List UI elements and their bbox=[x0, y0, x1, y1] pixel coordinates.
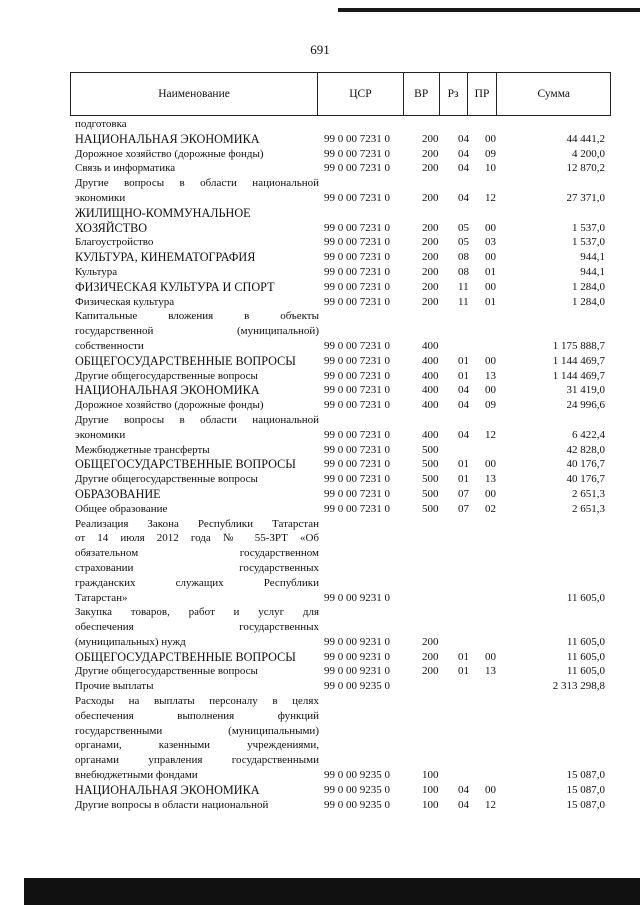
row-sum: 11 605,0 bbox=[566, 635, 605, 648]
table-row bbox=[75, 398, 605, 413]
row-name-line: Благоустройство bbox=[75, 236, 154, 249]
row-rz: 04 bbox=[458, 783, 469, 796]
row-vr: 200 bbox=[422, 221, 439, 234]
row-csr: 99 0 00 7231 0 bbox=[324, 384, 390, 397]
row-name bbox=[75, 354, 319, 369]
table-header bbox=[70, 72, 611, 116]
row-rz: 01 bbox=[458, 354, 469, 367]
row-rz: 07 bbox=[458, 502, 469, 515]
row-pr: 13 bbox=[485, 369, 496, 382]
row-pr: 00 bbox=[485, 384, 496, 397]
row-vr: 200 bbox=[422, 280, 439, 293]
row-rz: 08 bbox=[458, 265, 469, 278]
row-name bbox=[75, 383, 319, 398]
row-name-line: внебюджетными фондами bbox=[75, 769, 198, 782]
row-csr: 99 0 00 7231 0 bbox=[324, 354, 390, 367]
table-row bbox=[75, 472, 605, 487]
row-name bbox=[75, 487, 319, 502]
row-pr: 00 bbox=[485, 650, 496, 663]
row-csr: 99 0 00 7231 0 bbox=[324, 443, 390, 456]
row-csr: 99 0 00 9231 0 bbox=[324, 591, 390, 604]
row-vr: 500 bbox=[422, 443, 439, 456]
table-row bbox=[75, 309, 605, 353]
table-row bbox=[75, 354, 605, 369]
row-pr: 01 bbox=[485, 295, 496, 308]
table-row bbox=[75, 502, 605, 517]
row-name-line: ОБРАЗОВАНИЕ bbox=[75, 486, 161, 501]
row-vr: 200 bbox=[422, 665, 439, 678]
row-name bbox=[75, 250, 319, 265]
row-name-line: НАЦИОНАЛЬНАЯ ЭКОНОМИКА bbox=[75, 131, 260, 146]
row-pr: 09 bbox=[485, 399, 496, 412]
row-rz: 01 bbox=[458, 665, 469, 678]
row-sum: 2 313 298,8 bbox=[552, 680, 605, 693]
row-csr: 99 0 00 7231 0 bbox=[324, 251, 390, 264]
row-csr: 99 0 00 7231 0 bbox=[324, 458, 390, 471]
row-name-line: Закупка товаров, работ и услуг для bbox=[75, 606, 319, 619]
row-name bbox=[75, 517, 319, 606]
row-pr: 13 bbox=[485, 665, 496, 678]
row-sum: 2 651,3 bbox=[572, 487, 605, 500]
row-name-line: экономики bbox=[75, 428, 126, 441]
row-sum: 1 284,0 bbox=[572, 295, 605, 308]
table-row bbox=[75, 694, 605, 783]
table-row bbox=[75, 664, 605, 679]
row-name bbox=[75, 235, 319, 250]
row-name-line: ФИЗИЧЕСКАЯ КУЛЬТУРА И СПОРТ bbox=[75, 279, 275, 294]
row-name-line: Общее образование bbox=[75, 502, 168, 515]
row-name bbox=[75, 280, 319, 295]
row-csr: 99 0 00 7231 0 bbox=[324, 162, 390, 175]
row-vr: 200 bbox=[422, 251, 439, 264]
row-vr: 200 bbox=[422, 191, 439, 204]
row-name bbox=[75, 176, 319, 206]
row-sum: 44 441,2 bbox=[566, 132, 605, 145]
row-sum: 944,1 bbox=[580, 251, 605, 264]
row-name bbox=[75, 664, 319, 679]
row-csr: 99 0 00 7231 0 bbox=[324, 369, 390, 382]
row-rz: 04 bbox=[458, 191, 469, 204]
row-pr: 10 bbox=[485, 162, 496, 175]
row-name bbox=[75, 295, 319, 310]
row-name-line: Капитальные вложения в объекты bbox=[75, 310, 319, 323]
scan-bottom-bar bbox=[24, 878, 640, 905]
row-name-line: Связь и информатика bbox=[75, 162, 176, 175]
row-name-line: обеспечения выполнения функций bbox=[75, 709, 319, 722]
row-rz: 11 bbox=[458, 280, 469, 293]
row-sum: 2 651,3 bbox=[572, 502, 605, 515]
row-vr: 400 bbox=[422, 354, 439, 367]
row-name bbox=[75, 798, 319, 813]
row-csr: 99 0 00 7231 0 bbox=[324, 132, 390, 145]
table-row bbox=[75, 132, 605, 147]
row-name-line: Другие вопросы в области национальной bbox=[75, 413, 319, 426]
row-vr: 500 bbox=[422, 487, 439, 500]
row-csr: 99 0 00 7231 0 bbox=[324, 295, 390, 308]
row-name bbox=[75, 679, 319, 694]
row-pr: 02 bbox=[485, 502, 496, 515]
table-row bbox=[75, 147, 605, 162]
row-name bbox=[75, 605, 319, 649]
row-sum: 12 870,2 bbox=[566, 162, 605, 175]
row-pr: 00 bbox=[485, 132, 496, 145]
row-sum: 944,1 bbox=[580, 265, 605, 278]
row-csr: 99 0 00 7231 0 bbox=[324, 221, 390, 234]
table-row bbox=[75, 265, 605, 280]
row-vr: 400 bbox=[422, 428, 439, 441]
header-name: Наименование bbox=[71, 73, 318, 115]
row-name-line: обязательном государственном bbox=[75, 547, 319, 560]
row-csr: 99 0 00 7231 0 bbox=[324, 428, 390, 441]
row-name-line: государственной (муниципальной) bbox=[75, 325, 319, 338]
row-rz: 01 bbox=[458, 650, 469, 663]
row-name-line: подготовка bbox=[75, 118, 127, 130]
row-vr: 500 bbox=[422, 502, 439, 515]
row-csr: 99 0 00 9235 0 bbox=[324, 769, 390, 782]
row-sum: 15 087,0 bbox=[566, 798, 605, 811]
row-pr: 00 bbox=[485, 458, 496, 471]
table-row bbox=[75, 280, 605, 295]
row-csr: 99 0 00 7231 0 bbox=[324, 265, 390, 278]
table-row bbox=[75, 369, 605, 384]
row-rz: 04 bbox=[458, 147, 469, 160]
row-vr: 200 bbox=[422, 650, 439, 663]
row-name bbox=[75, 369, 319, 384]
row-sum: 15 087,0 bbox=[566, 783, 605, 796]
row-name-line: Реализация Закона Республики Татарстан bbox=[75, 517, 319, 530]
row-name-line: гражданских служащих Республики bbox=[75, 576, 319, 589]
row-pr: 00 bbox=[485, 221, 496, 234]
row-vr: 200 bbox=[422, 265, 439, 278]
row-rz: 05 bbox=[458, 236, 469, 249]
row-sum: 15 087,0 bbox=[566, 769, 605, 782]
row-vr: 100 bbox=[422, 783, 439, 796]
table-row bbox=[75, 250, 605, 265]
row-name-line: Дорожное хозяйство (дорожные фонды) bbox=[75, 399, 264, 412]
row-sum: 1 144 469,7 bbox=[552, 354, 605, 367]
row-pr: 09 bbox=[485, 147, 496, 160]
row-rz: 01 bbox=[458, 369, 469, 382]
row-sum: 40 176,7 bbox=[566, 473, 605, 486]
row-vr: 400 bbox=[422, 384, 439, 397]
table-row bbox=[75, 413, 605, 443]
row-name bbox=[75, 161, 319, 176]
row-name-line: ОБЩЕГОСУДАРСТВЕННЫЕ ВОПРОСЫ bbox=[75, 457, 296, 472]
row-rz: 04 bbox=[458, 399, 469, 412]
table-row bbox=[75, 161, 605, 176]
row-vr: 200 bbox=[422, 236, 439, 249]
row-csr: 99 0 00 9235 0 bbox=[324, 783, 390, 796]
row-name-line: Другие вопросы в области национальной bbox=[75, 798, 269, 811]
row-sum: 6 422,4 bbox=[572, 428, 605, 441]
page-number: 691 bbox=[310, 42, 330, 57]
table-row bbox=[75, 798, 605, 813]
row-name-line: органами, казенными учреждениями, bbox=[75, 739, 319, 752]
row-vr: 400 bbox=[422, 369, 439, 382]
row-name-line: КУЛЬТУРА, КИНЕМАТОГРАФИЯ bbox=[75, 250, 256, 265]
row-name-line: государственными (муниципальными) bbox=[75, 724, 319, 737]
table-row bbox=[75, 295, 605, 310]
row-name bbox=[75, 413, 319, 443]
row-name-line: Другие общегосударственные вопросы bbox=[75, 473, 258, 486]
row-name bbox=[75, 117, 319, 132]
table-row bbox=[75, 650, 605, 665]
table-row bbox=[75, 176, 605, 206]
row-name bbox=[75, 502, 319, 517]
header-rz: Рз bbox=[440, 73, 468, 115]
table-row bbox=[75, 487, 605, 502]
row-rz: 04 bbox=[458, 162, 469, 175]
row-name-line: ЖИЛИЩНО-КОММУНАЛЬНОЕ bbox=[75, 205, 251, 220]
row-sum: 31 419,0 bbox=[566, 384, 605, 397]
row-pr: 12 bbox=[485, 191, 496, 204]
row-name bbox=[75, 694, 319, 783]
row-name-line: ОБЩЕГОСУДАРСТВЕННЫЕ ВОПРОСЫ bbox=[75, 649, 296, 664]
row-sum: 1 144 469,7 bbox=[552, 369, 605, 382]
row-name-line: Межбюджетные трансферты bbox=[75, 443, 210, 456]
row-rz: 04 bbox=[458, 384, 469, 397]
row-vr: 100 bbox=[422, 769, 439, 782]
row-rz: 04 bbox=[458, 428, 469, 441]
row-name-line: от 14 июля 2012 года № 55-ЗРТ «Об bbox=[75, 532, 319, 545]
row-name bbox=[75, 309, 319, 353]
row-name-line: Расходы на выплаты персоналу в целях bbox=[75, 695, 319, 708]
row-name-line: Другие общегосударственные вопросы bbox=[75, 369, 258, 382]
row-pr: 13 bbox=[485, 473, 496, 486]
row-pr: 03 bbox=[485, 236, 496, 249]
row-pr: 00 bbox=[485, 487, 496, 500]
row-sum: 42 828,0 bbox=[566, 443, 605, 456]
row-name-line: НАЦИОНАЛЬНАЯ ЭКОНОМИКА bbox=[75, 782, 260, 797]
header-pr: ПР bbox=[468, 73, 498, 115]
row-csr: 99 0 00 7231 0 bbox=[324, 147, 390, 160]
row-sum: 11 605,0 bbox=[566, 591, 605, 604]
row-name bbox=[75, 132, 319, 147]
row-csr: 99 0 00 9231 0 bbox=[324, 635, 390, 648]
row-sum: 4 200,0 bbox=[572, 147, 605, 160]
row-name bbox=[75, 147, 319, 162]
row-sum: 1 537,0 bbox=[572, 236, 605, 249]
row-name-line: Физическая культура bbox=[75, 295, 175, 308]
row-name-line: обеспечения государственных bbox=[75, 621, 319, 634]
row-name-line: страховании государственных bbox=[75, 561, 319, 574]
row-sum: 11 605,0 bbox=[566, 665, 605, 678]
header-csr: ЦСР bbox=[318, 73, 404, 115]
row-vr: 200 bbox=[422, 132, 439, 145]
row-name bbox=[75, 472, 319, 487]
row-sum: 11 605,0 bbox=[566, 650, 605, 663]
row-pr: 00 bbox=[485, 354, 496, 367]
table-row bbox=[75, 443, 605, 458]
row-pr: 00 bbox=[485, 280, 496, 293]
row-rz: 04 bbox=[458, 132, 469, 145]
row-name bbox=[75, 398, 319, 413]
row-name-line: Другие вопросы в области национальной bbox=[75, 177, 319, 190]
table-row bbox=[75, 679, 605, 694]
row-name-line: органами управления государственными bbox=[75, 754, 319, 767]
row-name-line: Дорожное хозяйство (дорожные фонды) bbox=[75, 147, 264, 160]
row-csr: 99 0 00 7231 0 bbox=[324, 487, 390, 500]
row-csr: 99 0 00 7231 0 bbox=[324, 473, 390, 486]
row-name bbox=[75, 443, 319, 458]
row-pr: 12 bbox=[485, 798, 496, 811]
table-row bbox=[75, 457, 605, 472]
row-sum: 1 537,0 bbox=[572, 221, 605, 234]
table-row bbox=[75, 206, 605, 236]
row-name-line: Другие общегосударственные вопросы bbox=[75, 665, 258, 678]
row-csr: 99 0 00 7231 0 bbox=[324, 502, 390, 515]
row-csr: 99 0 00 7231 0 bbox=[324, 191, 390, 204]
row-name bbox=[75, 650, 319, 665]
row-csr: 99 0 00 7231 0 bbox=[324, 236, 390, 249]
row-name-line: ХОЗЯЙСТВО bbox=[75, 220, 148, 235]
row-vr: 200 bbox=[422, 635, 439, 648]
row-vr: 500 bbox=[422, 458, 439, 471]
row-csr: 99 0 00 9231 0 bbox=[324, 650, 390, 663]
row-vr: 100 bbox=[422, 798, 439, 811]
row-csr: 99 0 00 7231 0 bbox=[324, 399, 390, 412]
row-csr: 99 0 00 7231 0 bbox=[324, 339, 390, 352]
row-rz: 01 bbox=[458, 458, 469, 471]
row-vr: 400 bbox=[422, 339, 439, 352]
row-name-line: ОБЩЕГОСУДАРСТВЕННЫЕ ВОПРОСЫ bbox=[75, 353, 296, 368]
row-csr: 99 0 00 7231 0 bbox=[324, 280, 390, 293]
table-row bbox=[75, 605, 605, 649]
table-row bbox=[75, 517, 605, 606]
row-name-line: НАЦИОНАЛЬНАЯ ЭКОНОМИКА bbox=[75, 383, 260, 398]
row-vr: 200 bbox=[422, 147, 439, 160]
row-rz: 04 bbox=[458, 798, 469, 811]
row-name-line: экономики bbox=[75, 191, 126, 204]
row-name bbox=[75, 265, 319, 280]
row-vr: 500 bbox=[422, 473, 439, 486]
row-csr: 99 0 00 9231 0 bbox=[324, 665, 390, 678]
row-csr: 99 0 00 9235 0 bbox=[324, 680, 390, 693]
row-csr: 99 0 00 9235 0 bbox=[324, 798, 390, 811]
row-name bbox=[75, 783, 319, 798]
row-vr: 200 bbox=[422, 162, 439, 175]
row-sum: 40 176,7 bbox=[566, 458, 605, 471]
row-pr: 12 bbox=[485, 428, 496, 441]
row-name-line: Культура bbox=[75, 265, 118, 278]
row-rz: 11 bbox=[458, 295, 469, 308]
row-name-line: (муниципальных) нужд bbox=[75, 635, 186, 648]
row-pr: 00 bbox=[485, 251, 496, 264]
row-pr: 01 bbox=[485, 265, 496, 278]
row-name-line: Прочие выплаты bbox=[75, 680, 154, 693]
header-sum: Сумма bbox=[537, 88, 571, 100]
row-pr: 00 bbox=[485, 783, 496, 796]
row-sum: 27 371,0 bbox=[566, 191, 605, 204]
row-name bbox=[75, 206, 319, 236]
row-rz: 08 bbox=[458, 251, 469, 264]
row-vr: 200 bbox=[422, 295, 439, 308]
row-sum: 24 996,6 bbox=[566, 399, 605, 412]
budget-table-body bbox=[75, 117, 605, 812]
row-rz: 07 bbox=[458, 487, 469, 500]
row-sum: 1 284,0 bbox=[572, 280, 605, 293]
row-sum: 1 175 888,7 bbox=[552, 339, 605, 352]
table-row bbox=[75, 383, 605, 398]
header-vr: ВР bbox=[404, 73, 440, 115]
row-name-line: Татарстан» bbox=[75, 591, 128, 604]
row-rz: 05 bbox=[458, 221, 469, 234]
row-name-line: собственности bbox=[75, 339, 144, 352]
row-vr: 400 bbox=[422, 399, 439, 412]
table-row bbox=[75, 783, 605, 798]
row-rz: 01 bbox=[458, 473, 469, 486]
table-row bbox=[75, 117, 605, 132]
scan-top-rule bbox=[338, 8, 640, 12]
table-row bbox=[75, 235, 605, 250]
row-name bbox=[75, 457, 319, 472]
